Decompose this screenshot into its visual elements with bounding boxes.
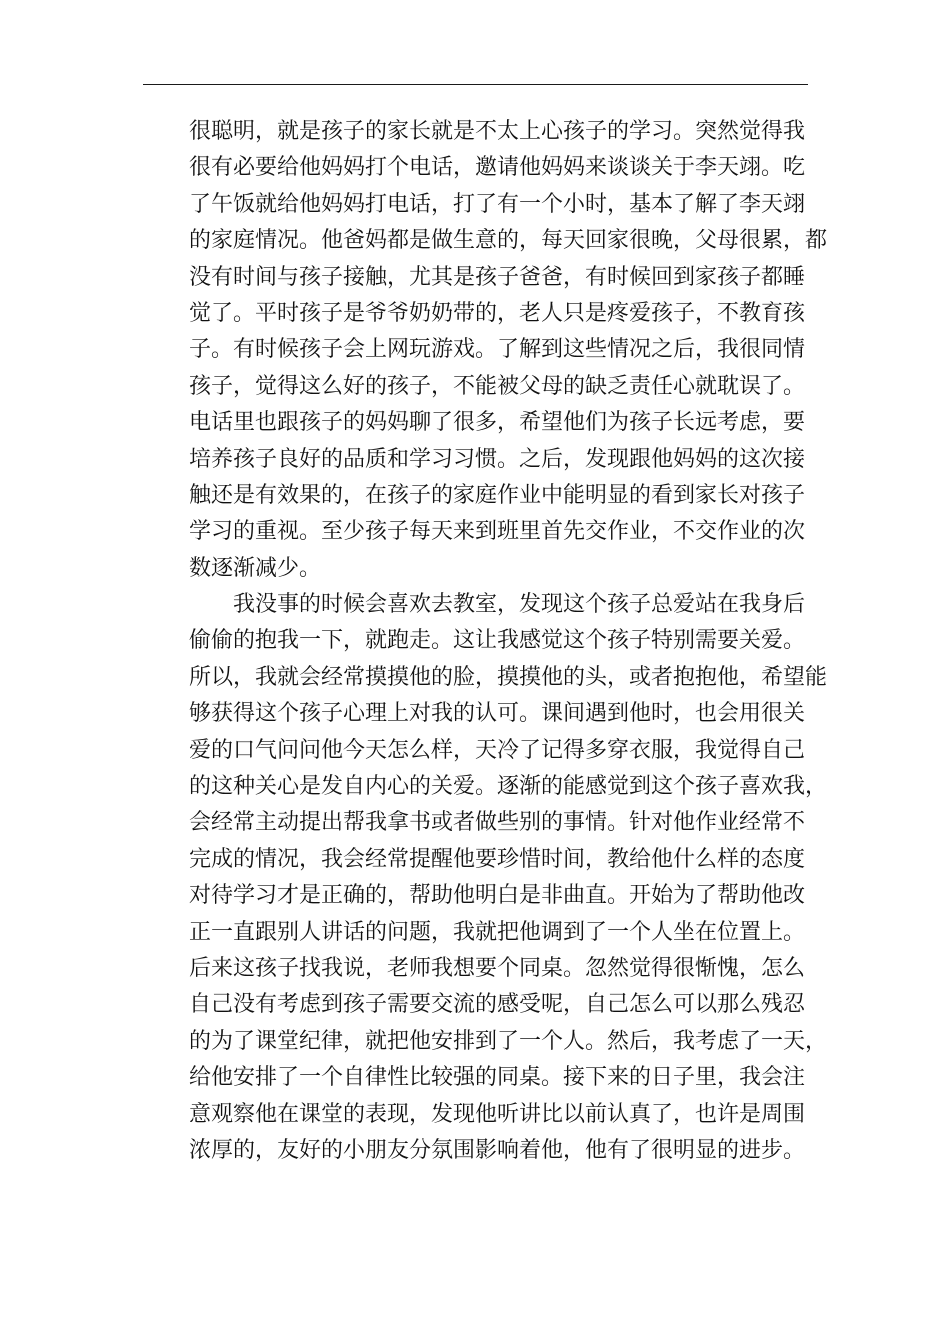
text-line: 子。有时候孩子会上网玩游戏。了解到这些情况之后，我很同情: [189, 337, 806, 363]
text-line-first-indent: 我没事的时候会喜欢去教室，发现这个孩子总爱站在我身后: [233, 592, 806, 618]
text-line: 很有必要给他妈妈打个电话，邀请他妈妈来谈谈关于李天翊。吃: [189, 155, 806, 181]
text-line: 自己没有考虑到孩子需要交流的感受呢，自己怎么可以那么残忍: [189, 992, 806, 1018]
text-line: 学习的重视。至少孩子每天来到班里首先交作业，不交作业的次: [189, 519, 806, 545]
text-line: 没有时间与孩子接触，尤其是孩子爸爸，有时候回到家孩子都睡: [189, 264, 806, 290]
text-line: 的为了课堂纪律，就把他安排到了一个人。然后，我考虑了一天，: [189, 1028, 828, 1054]
page-body: [189, 114, 828, 1169]
paragraph-1: [189, 114, 828, 587]
text-line: 偷偷的抱我一下，就跑走。这让我感觉这个孩子特别需要关爱。: [189, 628, 806, 654]
text-line: 会经常主动提出帮我拿书或者做些别的事情。针对他作业经常不: [189, 810, 806, 836]
text-line: 给他安排了一个自律性比较强的同桌。接下来的日子里，我会注: [189, 1065, 806, 1091]
text-line: 够获得这个孩子心理上对我的认可。课间遇到他时，也会用很关: [189, 701, 806, 727]
text-line: 电话里也跟孩子的妈妈聊了很多，希望他们为孩子长远考虑，要: [189, 410, 806, 436]
text-line: 正一直跟别人讲话的问题，我就把他调到了一个人坐在位置上。: [189, 919, 806, 945]
text-line: 的这种关心是发自内心的关爱。逐渐的能感觉到这个孩子喜欢我，: [189, 774, 828, 800]
text-line: 对待学习才是正确的，帮助他明白是非曲直。开始为了帮助他改: [189, 883, 806, 909]
text-line: 后来这孩子找我说，老师我想要个同桌。忽然觉得很惭愧，怎么: [189, 955, 806, 981]
paragraph-2: [189, 587, 828, 1169]
text-line: 孩子，觉得这么好的孩子，不能被父母的缺乏责任心就耽误了。: [189, 373, 806, 399]
text-line: 很聪明，就是孩子的家长就是不太上心孩子的学习。突然觉得我: [189, 119, 806, 144]
text-line: 了午饭就给他妈妈打电话，打了有一个小时，基本了解了李天翊: [189, 191, 806, 217]
text-line: 触还是有效果的，在孩子的家庭作业中能明显的看到家长对孩子: [189, 482, 806, 508]
text-line: 所以，我就会经常摸摸他的脸，摸摸他的头，或者抱抱他，希望能: [189, 664, 828, 690]
header-rule: [143, 84, 808, 85]
text-line: 意观察他在课堂的表现，发现他听讲比以前认真了，也许是周围: [189, 1101, 806, 1127]
text-line: 浓厚的，友好的小朋友分氛围影响着他，他有了很明显的进步。: [189, 1137, 806, 1163]
text-line: 的家庭情况。他爸妈都是做生意的，每天回家很晚，父母很累，都: [189, 228, 828, 254]
text-line: 培养孩子良好的品质和学习习惯。之后，发现跟他妈妈的这次接: [189, 446, 806, 472]
text-line: 数逐渐减少。: [189, 555, 322, 581]
text-line: 觉了。平时孩子是爷爷奶奶带的，老人只是疼爱孩子，不教育孩: [189, 300, 806, 326]
text-line: 爱的口气问问他今天怎么样，天冷了记得多穿衣服，我觉得自己: [189, 737, 806, 763]
text-line: 完成的情况，我会经常提醒他要珍惜时间，教给他什么样的态度: [189, 846, 806, 872]
